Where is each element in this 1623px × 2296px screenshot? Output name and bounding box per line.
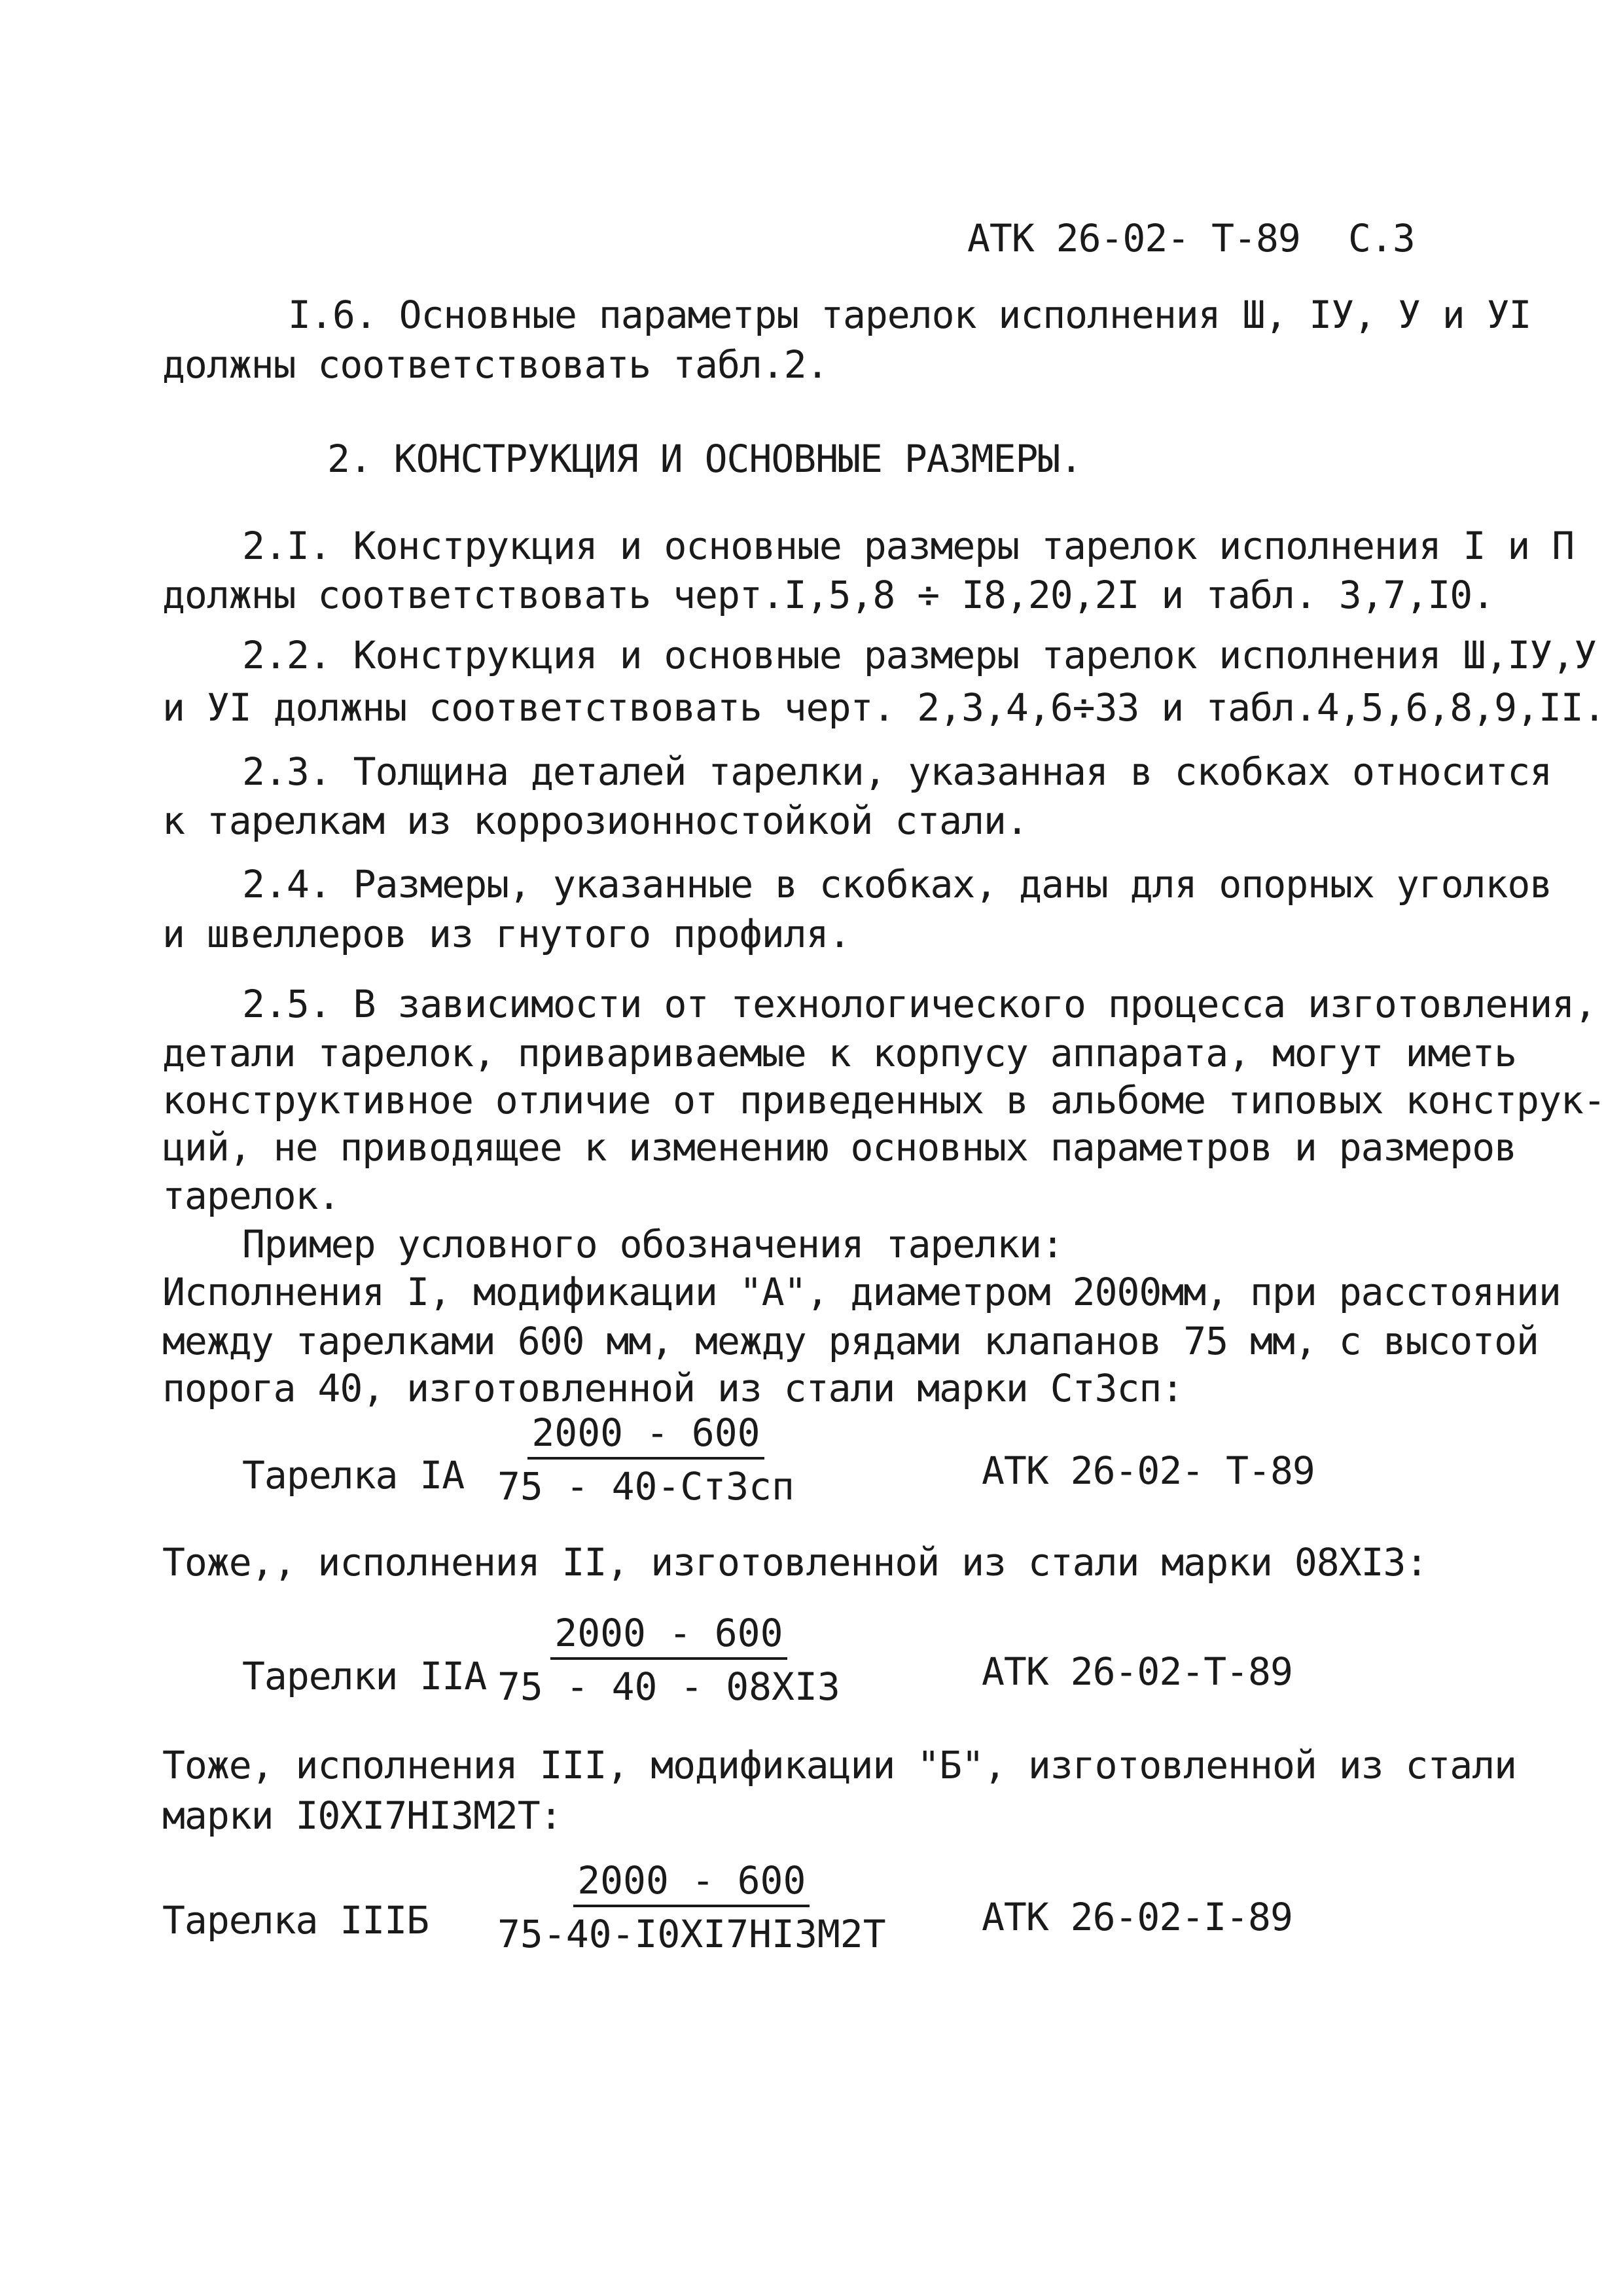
paragraph-2-5-line-4: ций, не приводящее к изменению основных параметров и размеров [162,1125,1517,1170]
paragraph-1-6-line-2: должны соответствовать табл.2. [162,342,829,387]
paragraph-2-2-line-2: и УI должны соответствовать черт. 2,3,4,6÷33 и табл.4,5,6,8,9,II. [162,685,1605,730]
designation-code: АТК 26-02-Т-89 [982,1649,1293,1694]
page-number: С.3 [1348,216,1415,260]
fraction-denominator: 75 - 40 - 08ХI3 [497,1664,840,1709]
designation-fraction [497,1858,886,1956]
paragraph-2-1-line-1: 2.I. Конструкция и основные размеры тарелок исполнения I и П [242,524,1575,568]
paragraph-2-5-line-2: детали тарелок, привариваемые к корпусу аппарата, могут иметь [162,1031,1517,1075]
paragraph-2-3-line-2: к тарелкам из коррозионностойкой стали. [162,798,1028,843]
section-2-title: 2. КОНСТРУКЦИЯ И ОСНОВНЫЕ РАЗМЕРЫ. [327,437,1082,481]
fraction-denominator: 75-40-I0ХI7НI3М2Т [497,1912,886,1956]
designation-code: АТК 26-02- Т-89 [982,1448,1315,1493]
fraction-numerator: 2000 - 600 [527,1414,764,1460]
same-execution-3-line-2: марки I0ХI7НI3М2Т: [162,1793,562,1838]
fraction-numerator: 2000 - 600 [573,1861,810,1907]
paragraph-2-5-line-1: 2.5. В зависимости от технологического процесса изготовления, [242,982,1597,1026]
example-line-1: Исполнения I, модификации "А", диаметром 2000мм, при расстоянии [162,1270,1561,1314]
paragraph-2-5-line-3: конструктивное отличие от приведенных в альбоме типовых конструк- [162,1078,1605,1122]
designation-label: Тарелка IА [242,1453,465,1498]
designation-fraction [497,1410,794,1509]
designation-label: Тарелка IIIБ [162,1898,429,1943]
example-line-2: между тарелками 600 мм, между рядами клапанов 75 мм, с высотой [162,1319,1539,1363]
same-execution-2: Тоже,, исполнения II, изготовленной из стали марки 08ХI3: [162,1540,1428,1585]
document-code: АТК 26-02- Т-89 [967,216,1300,260]
example-line-3: порога 40, изготовленной из стали марки Ст3сп: [162,1366,1184,1410]
paragraph-2-4-line-2: и швеллеров из гнутого профиля. [162,912,851,956]
designation-fraction [497,1611,840,1709]
example-intro: Пример условного обозначения тарелки: [242,1222,1064,1266]
same-execution-3-line-1: Тоже, исполнения III, модификации "Б", изготовленной из стали [162,1743,1517,1787]
paragraph-2-4-line-1: 2.4. Размеры, указанные в скобках, даны для опорных уголков [242,862,1552,906]
designation-code: АТК 26-02-I-89 [982,1895,1293,1939]
paragraph-1-6-line-1: I.6. Основные параметры тарелок исполнения Ш, IУ, У и УI [288,293,1531,337]
paragraph-2-1-line-2: должны соответствовать черт.I,5,8 ÷ I8,20,2I и табл. 3,7,I0. [162,573,1495,617]
fraction-numerator: 2000 - 600 [550,1614,787,1660]
fraction-denominator: 75 - 40-Ст3сп [497,1464,794,1509]
designation-label: Тарелки IIА [242,1654,487,1698]
paragraph-2-5-line-5: тарелок. [162,1174,340,1218]
paragraph-2-3-line-1: 2.3. Толщина деталей тарелки, указанная в скобках относится [242,749,1552,794]
paragraph-2-2-line-1: 2.2. Конструкция и основные размеры тарелок исполнения Ш,IУ,У [242,633,1597,677]
